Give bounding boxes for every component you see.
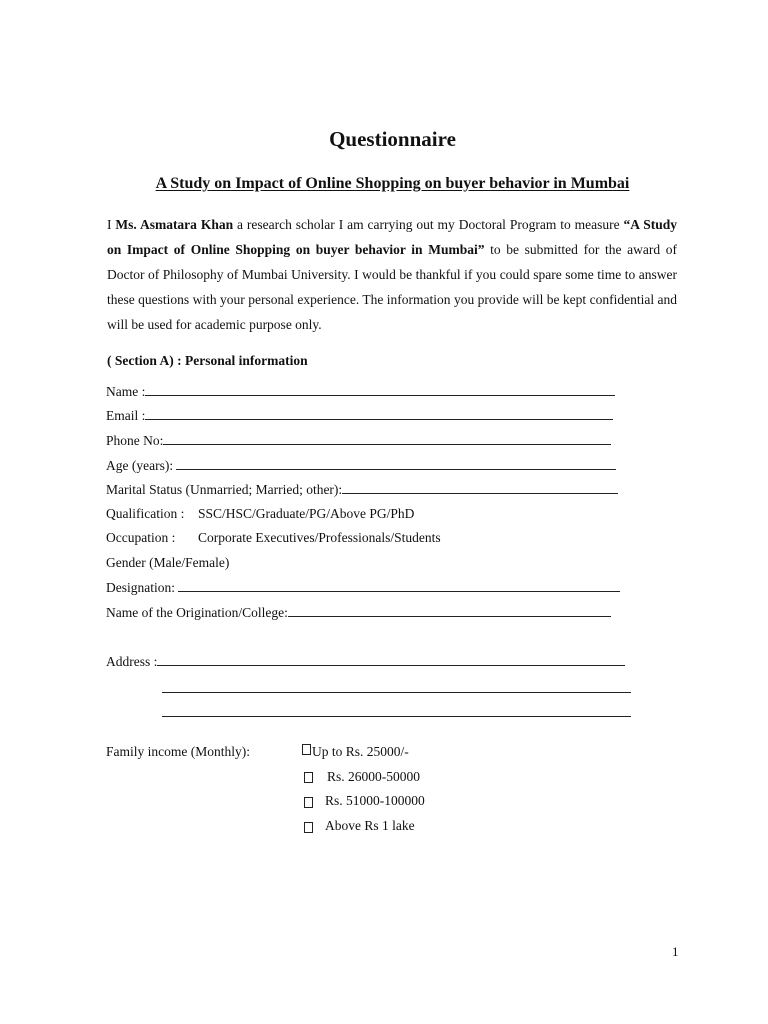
email-field-row	[106, 407, 613, 424]
gender-row	[106, 555, 229, 571]
age-input-line[interactable]	[176, 457, 616, 470]
organisation-label: Name of the Origination/College:	[106, 605, 288, 620]
study-subtitle: A Study on Impact of Online Shopping on buyer behavior in Mumbai	[155, 175, 630, 192]
income-option-2: Rs. 26000-50000	[327, 769, 421, 784]
email-input-line[interactable]	[145, 407, 613, 420]
income-checkbox-1[interactable]	[302, 744, 311, 755]
designation-label: Designation:	[106, 580, 175, 595]
income-checkbox-2[interactable]	[304, 772, 313, 783]
researcher-name: Ms. Asmatara Khan	[115, 217, 234, 232]
section-a-heading: ( Section A) : Personal information	[107, 353, 308, 368]
name-input-line[interactable]	[145, 383, 615, 396]
phone-label: Phone No:	[106, 433, 164, 448]
gender-label: Gender (Male/Female)	[106, 555, 230, 570]
income-option-1: Up to Rs. 25000/-	[312, 744, 409, 759]
organisation-field-row	[106, 604, 611, 621]
qualification-label: Qualification :	[106, 506, 185, 521]
age-label: Age (years):	[106, 458, 174, 473]
email-label: Email :	[106, 408, 146, 423]
qualification-row	[106, 506, 414, 522]
page-number: 1	[672, 944, 679, 959]
phone-field-row	[106, 432, 611, 449]
income-checkbox-3[interactable]	[304, 797, 313, 808]
family-income-label: Family income (Monthly):	[106, 744, 250, 759]
address-label: Address :	[106, 654, 158, 669]
intro-paragraph	[107, 212, 677, 337]
income-option-4: Above Rs 1 lake	[325, 818, 415, 833]
qualification-options: SSC/HSC/Graduate/PG/Above PG/PhD	[198, 506, 415, 521]
organisation-input-line[interactable]	[288, 604, 611, 617]
address-input-line-2[interactable]	[162, 692, 631, 693]
designation-field-row	[106, 579, 620, 596]
occupation-row	[106, 530, 441, 546]
intro-part-2: a research scholar I am carrying out my Doctoral Program to measure	[233, 217, 624, 232]
address-field-row	[106, 653, 625, 670]
occupation-options: Corporate Executives/Professionals/Students	[198, 530, 441, 545]
marital-field-row	[106, 481, 618, 498]
name-label: Name :	[106, 384, 146, 399]
marital-label: Marital Status (Unmarried; Married; other):	[106, 482, 343, 497]
income-option-3: Rs. 51000-100000	[325, 793, 425, 808]
study-title-inline: “A Study on Impact of Online Shopping on buyer behavior in Mumbai”	[107, 217, 677, 257]
occupation-label: Occupation :	[106, 530, 176, 545]
age-field-row	[106, 457, 616, 474]
intro-part-1: I	[107, 217, 116, 232]
marital-input-line[interactable]	[342, 481, 618, 494]
designation-input-line[interactable]	[178, 579, 620, 592]
name-field-row	[106, 383, 615, 400]
phone-input-line[interactable]	[163, 432, 611, 445]
income-checkbox-4[interactable]	[304, 822, 313, 833]
address-input-line-1[interactable]	[157, 653, 625, 666]
page-title: Questionnaire	[329, 127, 456, 151]
intro-part-3: to be submitted for the award of Doctor of Philosophy of Mumbai University. I would be thankful if you could spare some time to answer these questions with your personal experience. The information you provide will be kept confidential and will be used for academic purpose only.	[107, 242, 677, 332]
address-input-line-3[interactable]	[162, 716, 631, 717]
